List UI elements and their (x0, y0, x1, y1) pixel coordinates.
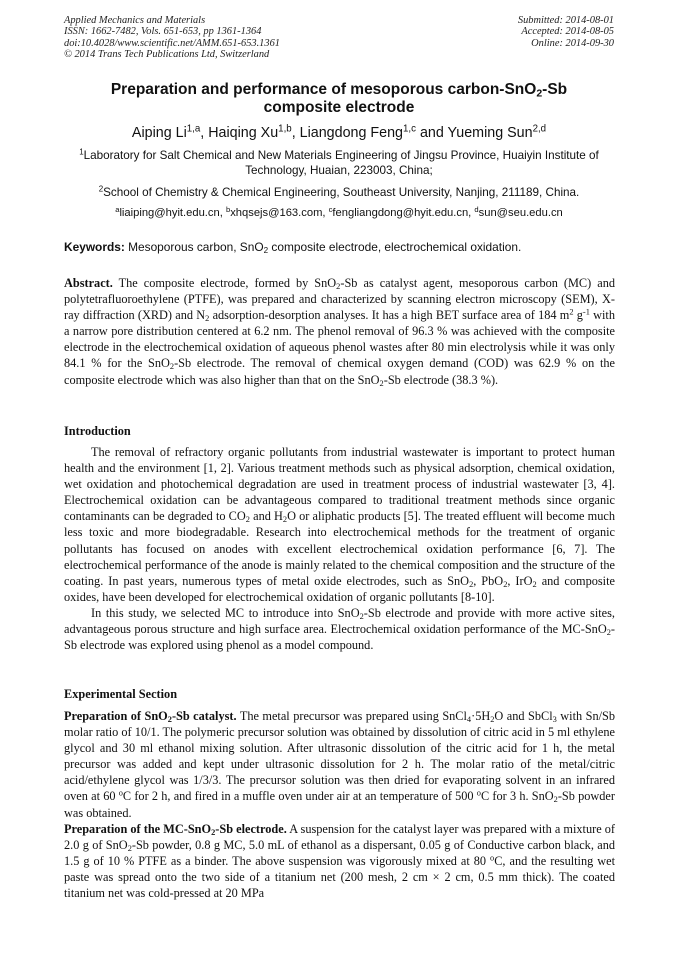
journal-header-right (518, 15, 614, 49)
issn-line: ISSN: 1662-7482, Vols. 651-653, pp 1361-1364 (64, 26, 262, 38)
online-date: Online: 2014-09-30 (531, 37, 614, 49)
journal-name: Applied Mechanics and Materials (64, 15, 206, 26)
author-emails: $^a$liaiping@hyit.edu.cn, $^b$xhqsejs@163.com, $^c$fengliangdong@hyit.edu.cn, $^d$sun@seu.edu.cn (115, 204, 563, 219)
keywords-label: Keywords: (64, 240, 125, 254)
email-link[interactable]: xhqsejs@163.com, (230, 207, 329, 219)
paper-title: Preparation and performance of mesoporous carbon-SnO$_2$-Sb composite electrode (110, 81, 568, 116)
submitted-date: Submitted: 2014-08-01 (517, 15, 614, 26)
intro-paragraph-2: In this study, we selected MC to introduce into SnO$_2$-Sb electrode and provide with more active sites, advantageous porous structure and high surface area. Electrochemical oxidation performance of the MC-SnO$_2$-Sb electrode was explored using phenol as a model compound. (64, 605, 615, 653)
email-link[interactable]: sun@seu.edu.cn (478, 207, 563, 219)
experimental-paragraph-1: Preparation of SnO$_2$-Sb catalyst. The metal precursor was prepared using $SnCl_4\cdot 5H_2O$ and SbCl$_3$ with Sn/Sb molar ratio of 10/1. The polymeric precursor solution was obtained by dissolution of citric acid in 5 ml ethylene glycol and 30 ml ethanol mixing solution. After ultrasonic dissolution of the citric acid for 1 h, the metal precursor was added and kept under ultrasonic dissolution for 2 h. The molar ratio of the metal/citric acid/ethylene glycol was 1/3/3. The precursor solution was then dried for evaporating solvent in an infrared oven at 60 $^o$C for 2 h, and fired in a muffle oven under air at an temperature of 500 $^o$C for 3 h. SnO$_2$-Sb powder was obtained. (64, 709, 616, 820)
author-name: Liangdong Feng (299, 125, 403, 141)
subsection-label: Preparation of the MC-SnO$_2$-Sb electrode. (64, 821, 287, 837)
accepted-date: Accepted: 2014-08-05 (521, 26, 614, 38)
copyright-line: © 2014 Trans Tech Publications Ltd, Switzerland (64, 48, 270, 60)
introduction-body (64, 444, 615, 653)
experimental-paragraph-2: Preparation of the MC-SnO$_2$-Sb electrode. A suspension for the catalyst layer was prepared with a mixture of 2.0 g of SnO$_2$-Sb powder, 0.8 g MC, 5.0 mL of ethanol as a dispersant, 0.05 g of Conductive carbon black, and 1.5 g of 10 % PTFE as a binder. The above suspension was vigorously mixed at 80 $^o$C, and the resulting wet paste was spread onto the two side of a titanium net (200 mesh, 2 cm × 2 cm, 0.5 mm thick). The coated titanium net was cold-pressed at 20 MPa (64, 821, 615, 901)
email-link[interactable]: fengliangdong@hyit.edu.cn, (332, 207, 475, 219)
section-heading-introduction: Introduction (64, 424, 131, 438)
email-link[interactable]: liaiping@hyit.edu.cn, (119, 207, 226, 219)
abstract-label: Abstract. (64, 276, 113, 290)
section-heading-experimental: Experimental Section (64, 687, 178, 701)
author-name: Yueming Sun (447, 125, 533, 141)
author-name: Aiping Li (131, 125, 187, 141)
author-list: Aiping Li$^{1,a}$, Haiqing Xu$^{1,b}$, Liangdong Feng$^{1,c}$ and Yueming Sun$^{2,d}$ (131, 123, 547, 141)
abstract (64, 275, 615, 388)
abstract-paragraph: Abstract. The composite electrode, formed by SnO$_2$-Sb as catalyst agent, mesoporous carbon (MC) and polytetrafluoroethylene (PTFE), was prepared and characterized by scanning electron microscopy (SEM), X-ray diffraction (XRD) and $N_2$ adsorption-desorption analyses. It has a high BET surface area of 184 $m^2$ $g^{-1}$ with a narrow pore distribution centered at 6.2 nm. The phenol removal of 96.3 % was achieved with the composite electrode in the electrochemical oxidation of aqueous phenol wastes after 80 min electrolysis while it was only 84.1 % for the SnO$_2$-Sb electrode. The removal of chemical oxygen demand (COD) was 62.9 % on the composite electrode which was also higher than that on the SnO$_2$-Sb electrode (38.3 %). (64, 276, 615, 388)
journal-header-left (64, 15, 280, 60)
intro-paragraph-1: The removal of refractory organic pollutants from industrial wastewater is important to protect human health and the environment [1, 2]. Various treatment methods such as physical adsorption, chemical oxidation, wet oxidation and photochemical degradation are used in treatment process of industrial wastewater [3, 4]. Electrochemical oxidation can be advantageous compared to traditional treatment methods since organic contaminants can be degraded to $CO_2$ and $H_2O$ or aliphatic products [5]. The treated effluent will become much less toxic and more biodegradable. Research into electrochemical methods for the treatment of organic pollutants has focused on anodes with excellent electrochemical oxidation performance [6, 7]. The electrochemical performance of the anode is mainly related to the chemical composition and the structure of the coating. In past years, numerous types of metal oxide electrodes, such as SnO$_2$, PbO$_2$, IrO$_2$ and composite oxides, have been developed for electrochemical oxidation of organic pollutants [8-10]. (64, 445, 615, 604)
experimental-body (64, 708, 615, 901)
keywords: Keywords: Mesoporous carbon, SnO$_2$ composite electrode, electrochemical oxidation. (64, 240, 522, 256)
affiliation-2: $^2$School of Chemistry & Chemical Engineering, Southeast University, Nanjing, 211189, China. (98, 184, 580, 199)
subsection-label: Preparation of SnO$_2$-Sb catalyst. (64, 709, 237, 725)
affiliation-1: $^1$Laboratory for Salt Chemical and New Materials Engineering of Jingsu Province, Huaiyin Institute of Technology, Huaian, 223003, China; (79, 147, 599, 177)
doi-line: doi:10.4028/www.scientific.net/AMM.651-653.1361 (64, 37, 280, 49)
author-name: Haiqing Xu (208, 125, 279, 141)
